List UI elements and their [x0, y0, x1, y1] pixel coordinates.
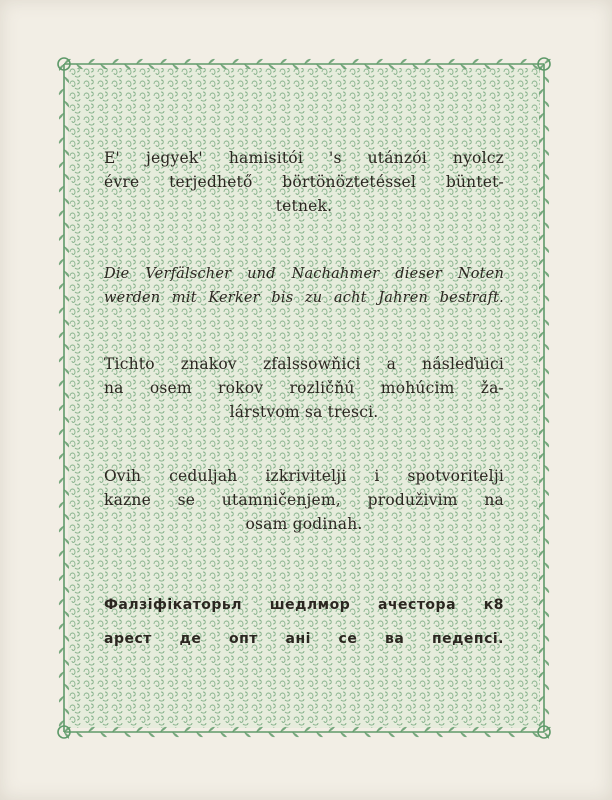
vine-border-top: [64, 59, 551, 69]
text-line: E' jegyek' hamisitói 's utánzói nyolcz: [104, 149, 504, 167]
text-line: kazne se utamničenjem, produživim na: [104, 491, 504, 509]
text-line: Фалзіфікаторьл шедлмор ачестора к8: [104, 597, 504, 613]
text-line: lárstvom sa tresci.: [229, 403, 379, 421]
text-line: Ovih ceduljah izkrivitelji i spotvoritelji: [104, 467, 504, 485]
warning-paragraph-slovak: [104, 352, 504, 424]
text-line: na osem rokov rozličňú mohúcim ža-: [104, 379, 504, 397]
text-line: évre terjedhető börtönöztetéssel büntet-: [104, 173, 504, 191]
warning-paragraph-croatian: [104, 464, 504, 536]
vine-border-left: [59, 64, 69, 739]
text-line: osam godinah.: [245, 515, 363, 533]
text-line: Tichto znakov zfalssowňici a násleďuici: [104, 355, 504, 373]
text-line: Die Verfälscher und Nachahmer dieser Noten: [104, 266, 504, 282]
warning-paragraph-romanian-cyrillic: [104, 588, 504, 656]
text-line: werden mit Kerker bis zu acht Jahren bestraft.: [104, 290, 504, 306]
text-line: tetnek.: [275, 197, 333, 215]
vine-border-right: [539, 64, 549, 739]
text-line: арест де опт ані се ва педепсі.: [104, 631, 504, 647]
vine-border-bottom: [64, 727, 551, 737]
warning-paragraph-hungarian: [104, 146, 504, 218]
warning-paragraph-german: [104, 262, 504, 310]
